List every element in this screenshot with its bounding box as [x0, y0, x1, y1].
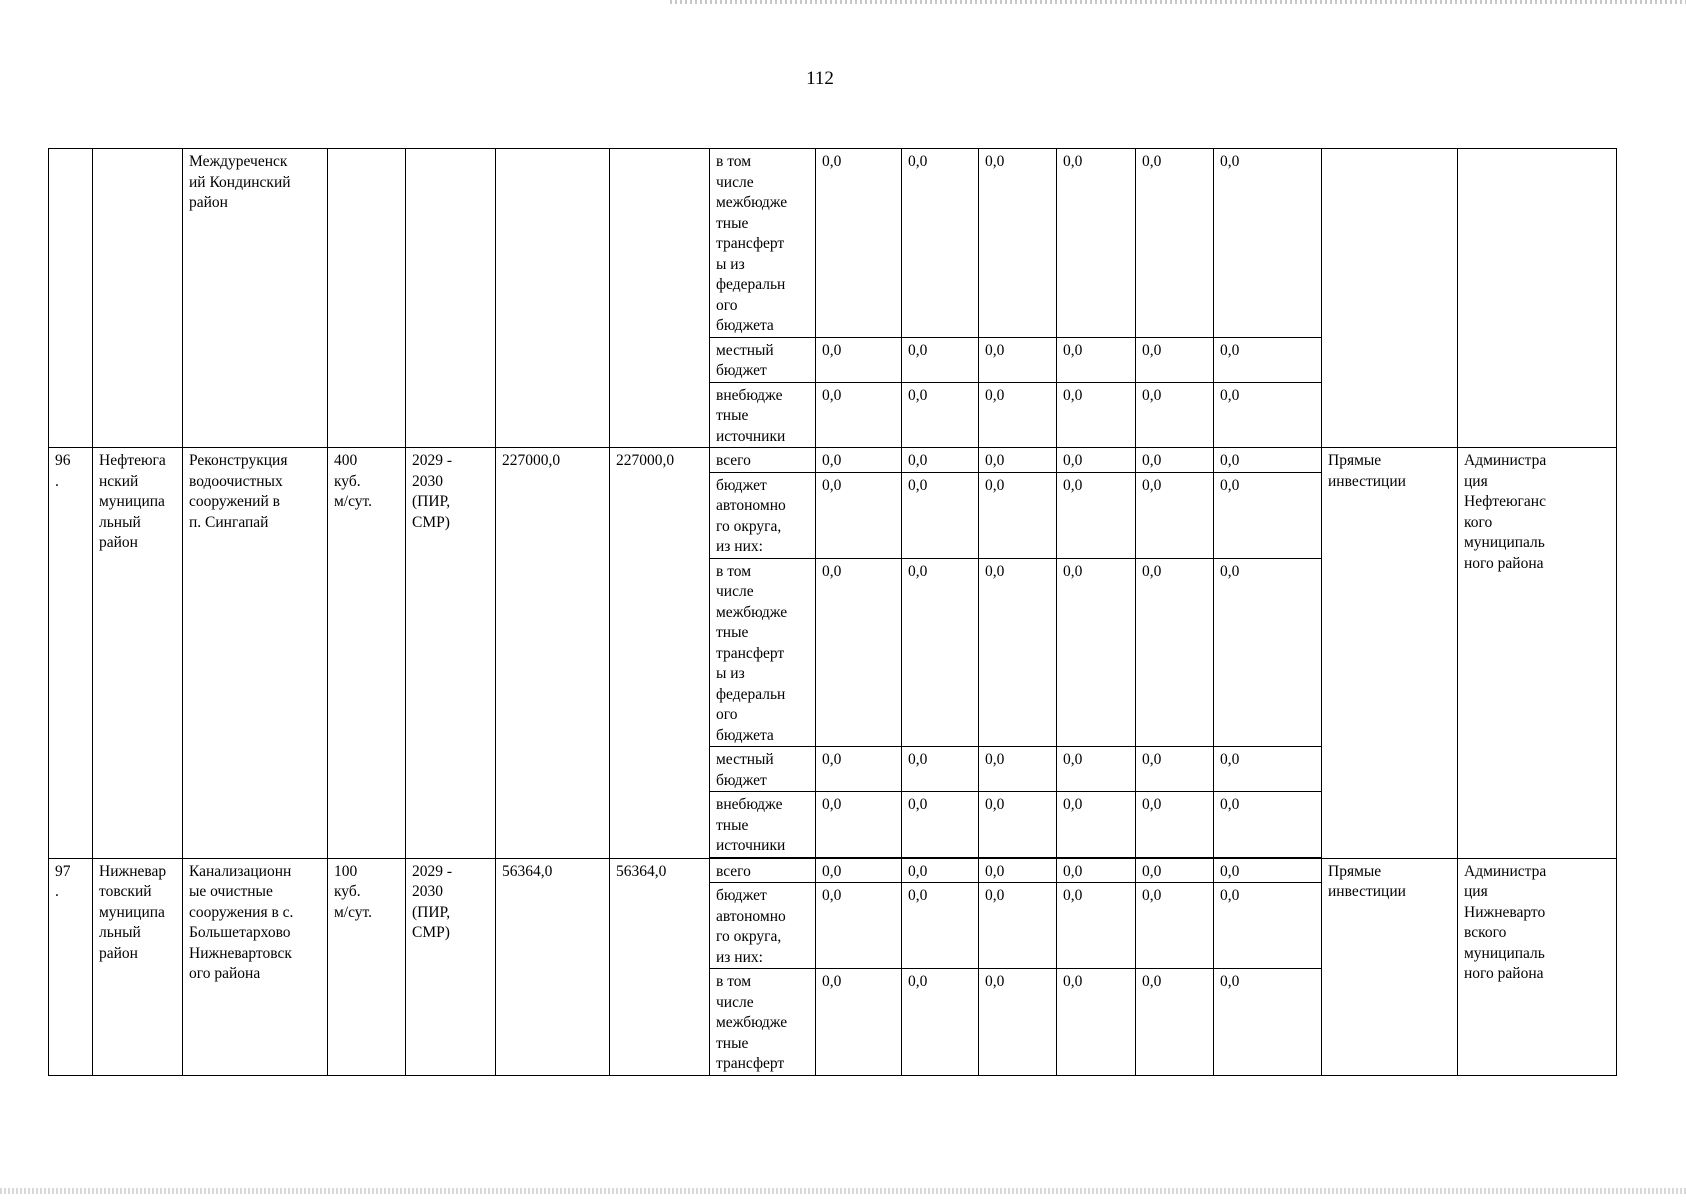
scan-artifact-bottom [0, 1188, 1686, 1194]
cell-value: 0,0 [1214, 448, 1322, 473]
cell-source-label: внебюдже тные источники [710, 382, 816, 448]
cell-value: 0,0 [979, 448, 1057, 473]
cell-customer: Администра ция Нижневарто вского муниципаль ного района [1458, 858, 1617, 1075]
cell-value: 0,0 [1214, 969, 1322, 1076]
cell-value: 0,0 [1214, 472, 1322, 558]
table-row [49, 448, 1617, 473]
cell-source-label: в том числе межбюдже тные трансферт ы из федеральн ого бюджета [710, 558, 816, 747]
cell-form: Прямые инвестиции [1322, 448, 1458, 859]
cell-value: 0,0 [1136, 883, 1214, 969]
cell-period: 2029 - 2030 (ПИР, СМР) [406, 448, 496, 859]
cell-value: 0,0 [1136, 558, 1214, 747]
cell-value: 0,0 [902, 747, 979, 792]
cell-value: 0,0 [1136, 448, 1214, 473]
table-row [49, 149, 1617, 338]
cell-customer [1458, 149, 1617, 448]
cell-cost-total: 227000,0 [496, 448, 610, 859]
cell-value: 0,0 [816, 337, 902, 382]
cell-value: 0,0 [816, 969, 902, 1076]
cell-source-label: местный бюджет [710, 337, 816, 382]
cell-value: 0,0 [1214, 792, 1322, 858]
cell-source-label: в том числе межбюдже тные трансферт ы из федеральн ого бюджета [710, 149, 816, 338]
cell-value: 0,0 [1057, 149, 1136, 338]
cell-value: 0,0 [1057, 747, 1136, 792]
cell-value: 0,0 [1057, 448, 1136, 473]
cell-value: 0,0 [816, 448, 902, 473]
cell-source-label: всего [710, 858, 816, 883]
cell-value: 0,0 [902, 149, 979, 338]
cell-value: 0,0 [816, 149, 902, 338]
cell-value: 0,0 [979, 747, 1057, 792]
scan-artifact-top [670, 0, 1686, 4]
cell-municipality: Нефтеюга нский муниципа льный район [93, 448, 183, 859]
cell-form: Прямые инвестиции [1322, 858, 1458, 1075]
cell-value: 0,0 [816, 382, 902, 448]
cell-value: 0,0 [1214, 382, 1322, 448]
cell-value: 0,0 [1057, 558, 1136, 747]
cell-value: 0,0 [902, 883, 979, 969]
cell-cost-remaining: 56364,0 [610, 858, 710, 1075]
cell-source-label: всего [710, 448, 816, 473]
cell-customer: Администра ция Нефтеюганс кого муниципаль ного района [1458, 448, 1617, 859]
cell-value: 0,0 [902, 448, 979, 473]
cell-source-label: бюджет автономно го округа, из них: [710, 883, 816, 969]
cell-num: 96 . [49, 448, 93, 859]
cell-value: 0,0 [1057, 969, 1136, 1076]
cell-value: 0,0 [1214, 337, 1322, 382]
cell-source-label: местный бюджет [710, 747, 816, 792]
cell-value: 0,0 [816, 747, 902, 792]
cell-value: 0,0 [979, 337, 1057, 382]
cell-value: 0,0 [1136, 382, 1214, 448]
cell-value: 0,0 [979, 558, 1057, 747]
cell-value: 0,0 [902, 472, 979, 558]
cell-value: 0,0 [902, 337, 979, 382]
cell-value: 0,0 [979, 792, 1057, 858]
cell-object: Канализационн ые очистные сооружения в с. Большетархово Нижневартовск ого района [183, 858, 328, 1075]
cell-num [49, 149, 93, 448]
cell-value: 0,0 [1057, 883, 1136, 969]
cell-value: 0,0 [902, 858, 979, 883]
cell-value: 0,0 [979, 858, 1057, 883]
cell-capacity: 400 куб. м/сут. [328, 448, 406, 859]
cell-form [1322, 149, 1458, 448]
cell-num: 97 . [49, 858, 93, 1075]
cell-value: 0,0 [1136, 337, 1214, 382]
cell-value: 0,0 [902, 558, 979, 747]
cell-value: 0,0 [1136, 858, 1214, 883]
cell-value: 0,0 [816, 558, 902, 747]
cell-source-label: бюджет автономно го округа, из них: [710, 472, 816, 558]
cell-value: 0,0 [979, 149, 1057, 338]
cell-value: 0,0 [1214, 149, 1322, 338]
cell-cost-total [496, 149, 610, 448]
cell-capacity: 100 куб. м/сут. [328, 858, 406, 1075]
cell-value: 0,0 [816, 883, 902, 969]
page-number: 112 [806, 68, 834, 89]
cell-value: 0,0 [1057, 792, 1136, 858]
cell-capacity [328, 149, 406, 448]
cell-value: 0,0 [1136, 747, 1214, 792]
cell-value: 0,0 [902, 792, 979, 858]
cell-value: 0,0 [816, 792, 902, 858]
cell-cost-remaining: 227000,0 [610, 448, 710, 859]
cell-object: Реконструкция водоочистных сооружений в п. Сингапай [183, 448, 328, 859]
investment-table [48, 148, 1617, 1076]
cell-value: 0,0 [1214, 747, 1322, 792]
cell-value: 0,0 [979, 883, 1057, 969]
cell-value: 0,0 [979, 969, 1057, 1076]
cell-cost-total: 56364,0 [496, 858, 610, 1075]
cell-value: 0,0 [1136, 969, 1214, 1076]
cell-value: 0,0 [1057, 337, 1136, 382]
cell-municipality [93, 149, 183, 448]
cell-period [406, 149, 496, 448]
cell-value: 0,0 [1057, 472, 1136, 558]
cell-value: 0,0 [816, 472, 902, 558]
cell-cost-remaining [610, 149, 710, 448]
cell-value: 0,0 [979, 472, 1057, 558]
cell-value: 0,0 [1214, 883, 1322, 969]
cell-source-label: внебюдже тные источники [710, 792, 816, 858]
cell-value: 0,0 [902, 969, 979, 1076]
cell-period: 2029 - 2030 (ПИР, СМР) [406, 858, 496, 1075]
table-row [49, 858, 1617, 883]
cell-municipality: Нижневар товский муниципа льный район [93, 858, 183, 1075]
cell-source-label: в том числе межбюдже тные трансферт [710, 969, 816, 1076]
cell-value: 0,0 [979, 382, 1057, 448]
cell-value: 0,0 [1136, 472, 1214, 558]
cell-value: 0,0 [1214, 858, 1322, 883]
cell-value: 0,0 [816, 858, 902, 883]
cell-object: Междуреченск ий Кондинский район [183, 149, 328, 448]
cell-value: 0,0 [1136, 792, 1214, 858]
cell-value: 0,0 [1057, 858, 1136, 883]
cell-value: 0,0 [902, 382, 979, 448]
cell-value: 0,0 [1136, 149, 1214, 338]
cell-value: 0,0 [1214, 558, 1322, 747]
cell-value: 0,0 [1057, 382, 1136, 448]
